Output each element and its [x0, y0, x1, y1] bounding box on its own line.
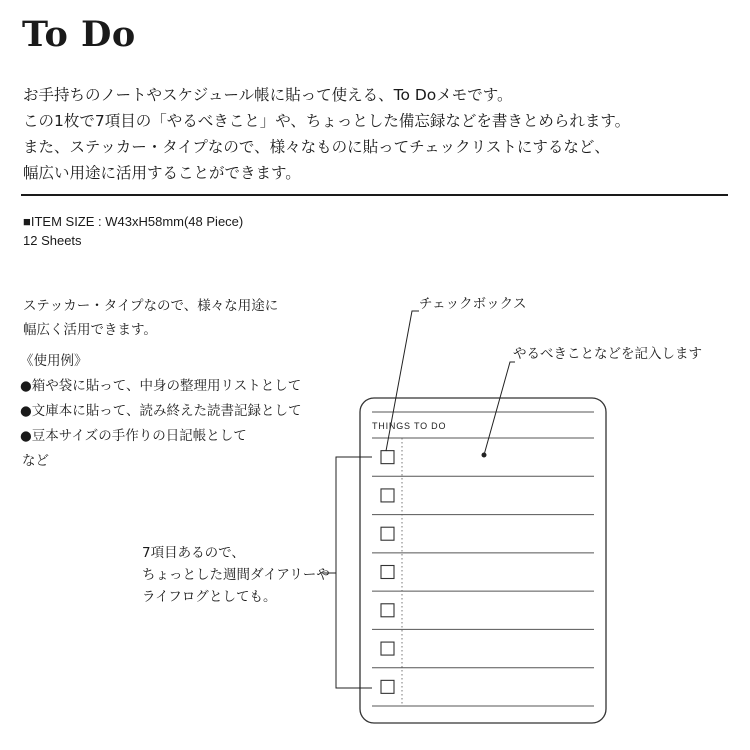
- callout-write-dot: [482, 453, 487, 458]
- callout-write-leader: [484, 362, 515, 455]
- intro-line: また、ステッカー・タイプなので、様々なものに貼ってチェックリストにするなど、: [23, 138, 610, 156]
- checkbox: [381, 451, 394, 464]
- note-line: ちょっとした週間ダイアリーや: [142, 567, 330, 583]
- card-outline: [360, 398, 606, 723]
- intro-line: お手持ちのノートやスケジュール帳に貼って使える、To Doメモです。: [23, 86, 513, 104]
- intro-line: 幅広い用途に活用することができます。: [23, 164, 301, 182]
- usage-item: ●豆本サイズの手作りの日記帳として: [20, 428, 247, 444]
- checkbox: [381, 489, 394, 502]
- checkbox: [381, 604, 394, 617]
- checkbox: [381, 680, 394, 693]
- note-line: ライフログとしても。: [142, 589, 277, 605]
- checkbox: [381, 527, 394, 540]
- feature-line: ステッカー・タイプなので、様々な用途に: [23, 298, 279, 314]
- usage-heading: 《使用例》: [20, 353, 88, 369]
- usage-item: など: [22, 453, 49, 469]
- item-sheets: 12 Sheets: [23, 233, 82, 248]
- checkbox: [381, 642, 394, 655]
- seven-items-bracket: [336, 457, 372, 688]
- feature-line: 幅広く活用できます。: [23, 322, 157, 338]
- intro-line: この1枚で7項目の「やるべきこと」や、ちょっとした備忘録などを書きとめられます。: [23, 112, 631, 130]
- callout-checkbox-label: チェックボックス: [419, 296, 527, 312]
- note-line: 7項目あるので、: [142, 545, 245, 561]
- card-rows: [372, 438, 594, 706]
- callout-write-label: やるべきことなどを記入します: [513, 346, 702, 362]
- usage-item: ●文庫本に貼って、読み終えた読書記録として: [20, 403, 302, 419]
- card-title: THINGS TO DO: [372, 421, 447, 431]
- page-title: To Do: [22, 14, 136, 55]
- item-size: ■ITEM SIZE : W43xH58mm(48 Piece): [23, 214, 244, 229]
- usage-item: ●箱や袋に貼って、中身の整理用リストとして: [20, 378, 302, 394]
- checkbox: [381, 566, 394, 579]
